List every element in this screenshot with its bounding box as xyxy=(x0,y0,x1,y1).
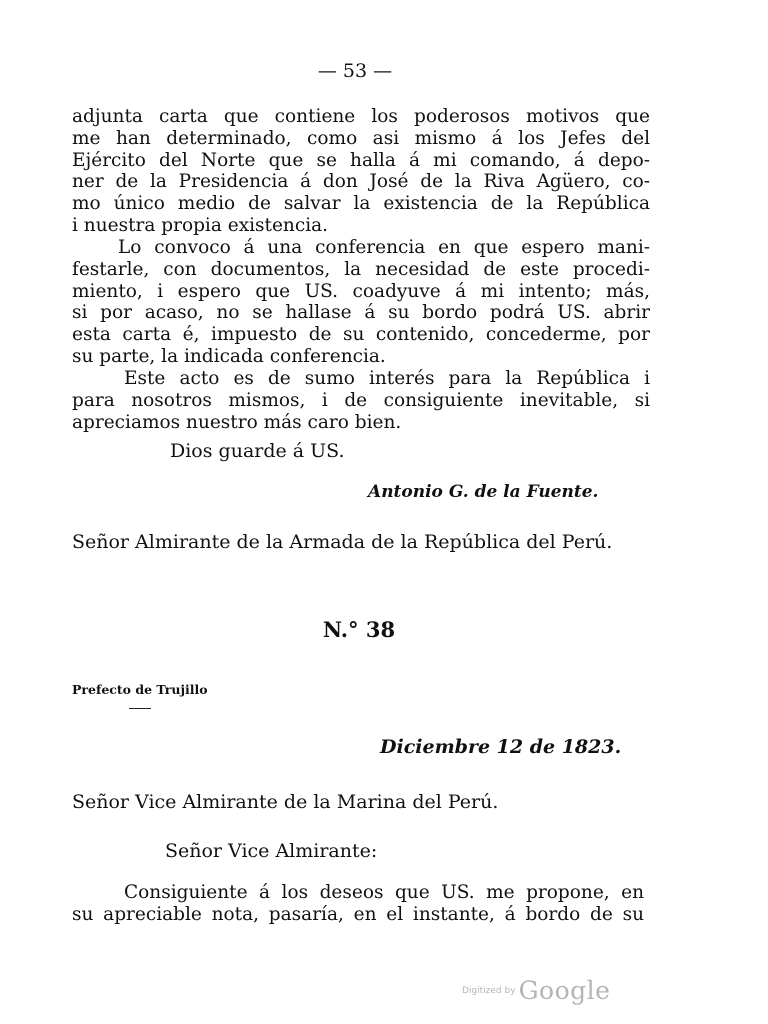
paragraph-3 xyxy=(72,368,650,433)
paragraph-2 xyxy=(72,237,650,368)
text-line: adjunta carta que contiene los poderosos motivos que xyxy=(72,106,650,127)
text-line: su apreciable nota, pasaría, en el instante, á bordo de su xyxy=(72,904,644,925)
document-heading: N.° 38 xyxy=(322,617,396,642)
paragraph-1 xyxy=(72,106,650,237)
text-line: festarle, con documentos, la necesidad de este procedi- xyxy=(72,258,650,280)
google-logo: Google xyxy=(518,976,611,1005)
text-line: i nuestra propia existencia. xyxy=(72,214,329,236)
text-line: si por acaso, no se hallase á su bordo podrá US. abrir xyxy=(72,302,650,324)
text-line: Consiguiente á los deseos que US. me propone, en xyxy=(124,882,644,903)
page-number: — 53 — xyxy=(317,60,393,82)
signature: Antonio G. de la Fuente. xyxy=(368,482,599,502)
text-line: Este acto es de sumo interés para la República i xyxy=(124,368,650,389)
text-line: me han determinado, como asi mismo á los Jefes del xyxy=(72,127,650,149)
final-paragraph xyxy=(72,882,644,926)
text-line: esta carta é, impuesto de su contenido, concederme, por xyxy=(72,324,650,346)
closing-line: Dios guarde á US. xyxy=(170,440,345,462)
letter-date: Diciembre 12 de 1823. xyxy=(380,736,622,758)
divider xyxy=(129,708,151,709)
text-line: su parte, la indicada conferencia. xyxy=(72,345,386,367)
google-watermark xyxy=(462,976,610,1005)
addressee-line: Señor Almirante de la Armada de la República del Perú. xyxy=(72,531,613,553)
addressee-line-2: Señor Vice Almirante de la Marina del Perú. xyxy=(72,791,499,813)
text-line: ner de la Presidencia á don José de la Riva Agüero, co- xyxy=(72,171,650,193)
text-line: Ejército del Norte que se halla á mi comando, á depo- xyxy=(72,149,650,171)
watermark-caption: Digitized by xyxy=(462,985,516,996)
text-line: apreciamos nuestro más caro bien. xyxy=(72,411,402,433)
text-line: miento, i espero que US. coadyuve á mi intento; más, xyxy=(72,280,650,302)
text-line: mo único medio de salvar la existencia de la República xyxy=(72,193,650,215)
text-line: para nosotros mismos, i de consiguiente inevitable, si xyxy=(72,389,650,411)
text-line: Lo convoco á una conferencia en que espero mani- xyxy=(118,237,650,258)
salutation: Señor Vice Almirante: xyxy=(165,840,378,862)
sender-label: Prefecto de Trujillo xyxy=(72,682,208,697)
